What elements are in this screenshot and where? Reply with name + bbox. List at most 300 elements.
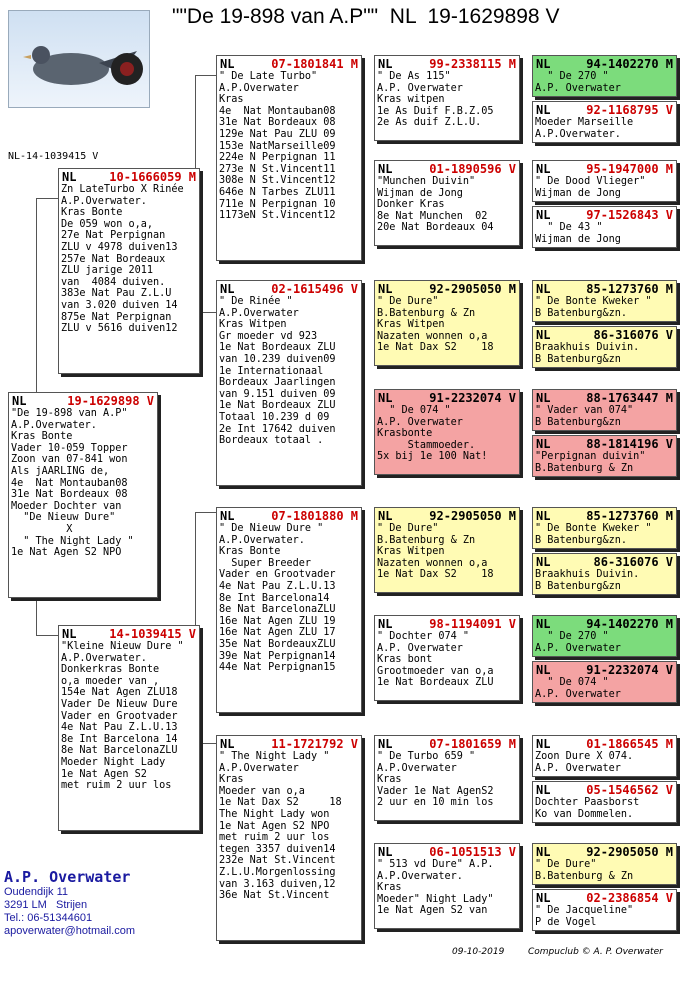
card-line: Wijman de Jong (535, 187, 621, 199)
card-line: Bordeaux Jaarlingen (219, 377, 336, 389)
card-line: B.Batenburg & Zn (377, 534, 476, 546)
card-line: Braakhuis Duivin. (535, 569, 640, 580)
card-line: A.P.Overwater. (219, 534, 305, 546)
pedigree-card (532, 843, 677, 885)
pedigree-card (216, 55, 362, 261)
card-line: " The Night Lady " (219, 751, 330, 762)
ring-number: 92-2905050 M (429, 282, 516, 296)
country-code: NL (378, 391, 393, 405)
pedigree-card (532, 280, 677, 322)
country-code: NL (536, 663, 551, 677)
card-line: B Batenburg&zn. (535, 307, 628, 319)
card-line: 31e Nat Bordeaux 08 (219, 117, 336, 129)
country-code: NL (220, 509, 235, 523)
pedigree-card (216, 507, 362, 713)
card-line: B.Batenburg & Zn (377, 307, 476, 319)
ring-number: 85-1273760 M (586, 509, 673, 523)
card-line: A.P.Overwater. (377, 870, 463, 882)
pedigree-card (8, 392, 158, 598)
pedigree-card (216, 735, 362, 941)
pedigree-card (532, 735, 677, 777)
ring-number: 91-2232074 V (586, 663, 673, 677)
card-line: met ruim 2 uur los (61, 780, 172, 792)
card-line: "Perpignan duivin" (535, 451, 646, 462)
card-line: Grootmoeder van o,a (377, 665, 494, 677)
ring-number: 95-1947000 M (586, 162, 673, 176)
card-line: " De 43 " (535, 222, 603, 233)
card-line: The Night Lady won (219, 808, 330, 820)
country-code: NL (220, 57, 235, 71)
card-line: 4e Nat Montauban08 (219, 105, 336, 117)
pigeon-icon (9, 11, 149, 107)
pedigree-card (532, 781, 677, 823)
card-line: 1e Nat Dax S2 18 (219, 797, 342, 809)
pedigree-card (532, 553, 677, 595)
pedigree-card (374, 280, 520, 366)
ring-header (533, 616, 676, 631)
ring-header (533, 554, 676, 569)
ring-number: 86-316076 V (593, 328, 673, 342)
card-line: B.Batenburg & Zn (535, 870, 634, 882)
card-line: van 4084 duiven. (61, 276, 166, 288)
ring-header (533, 782, 676, 797)
card-line: 4e Nat Pau Z.L.U.13 (219, 580, 336, 592)
country-code: NL (536, 208, 551, 222)
pedigree-card (532, 389, 677, 431)
card-line: Kras Witpen (219, 319, 287, 331)
card-line: Kras Witpen (377, 546, 445, 558)
pedigree-card (374, 615, 520, 701)
card-line: ZLU jarige 2011 (61, 265, 154, 277)
ring-header (533, 281, 676, 296)
ring-number: 98-1194091 V (429, 617, 516, 631)
card-line: " Vader van 074" (535, 405, 634, 416)
country-code: NL (536, 103, 551, 117)
pedigree-card (532, 507, 677, 549)
card-line: A.P.Overwater (219, 762, 299, 774)
card-line: A.P.Overwater (377, 762, 457, 774)
ring-header (59, 169, 199, 184)
card-line: 16e Nat Agen ZLU 17 (219, 627, 336, 639)
card-line: A.P. Overwater (377, 416, 463, 428)
ring-header (375, 161, 519, 176)
card-line: " De Late Turbo" (219, 71, 318, 82)
ring-header (217, 736, 361, 751)
ring-number: 94-1402270 M (586, 57, 673, 71)
pedigree-card (58, 168, 200, 374)
card-line: "Munchen Duivin" (377, 176, 476, 187)
card-line: " De Rinée " (219, 296, 293, 307)
footer-date: 09-10-2019 (452, 947, 505, 957)
card-line: A.P. Overwater (535, 688, 621, 700)
card-line: 1e Nat Dax S2 18 (377, 342, 494, 354)
card-line: Kras (219, 94, 244, 106)
card-line: van 3.163 duiven,12 (219, 878, 336, 890)
card-line: A.P.Overwater (219, 307, 299, 319)
country-code: NL (378, 845, 393, 859)
card-line: P de Vogel (535, 916, 597, 928)
card-line: 5x bij 1e 100 Nat! (377, 451, 488, 463)
country-code: NL (378, 282, 393, 296)
card-line: 2e As duif Z.L.U. (377, 117, 482, 129)
card-line: 711e N Perpignan 10 (219, 198, 336, 210)
card-line: o,a moeder van , (61, 675, 160, 687)
ring-number: 11-1721792 V (271, 737, 358, 751)
pedigree-card (532, 101, 677, 143)
owner-tel: Tel.: 06-51344601 (4, 912, 93, 924)
card-line: Nazaten wonnen o,a (377, 557, 488, 569)
card-line: "Kleine Nieuw Dure " (61, 641, 184, 652)
card-line: A.P. Overwater (377, 82, 463, 94)
ring-header (59, 626, 199, 641)
card-line: 308e N St.Vincent12 (219, 175, 336, 187)
card-line: 257e Nat Bordeaux (61, 253, 166, 265)
card-line: 39e Nat Perpignan14 (219, 650, 336, 662)
ring-number: 94-1402270 M (586, 617, 673, 631)
card-line: " 513 vd Dure" A.P. (377, 859, 494, 870)
card-line: 4e Nat Pau Z.L.U.13 (61, 722, 178, 734)
ring-number: 88-1763447 M (586, 391, 673, 405)
pedigree-card (532, 661, 677, 703)
card-line: 1e Nat Agen S2 (61, 768, 147, 780)
card-line: 1173eN St.Vincent12 (219, 210, 336, 222)
card-line: Donker Kras (377, 199, 445, 211)
card-line: 4e Nat Montauban08 (11, 477, 128, 489)
card-line: " De 074 " (377, 405, 451, 416)
ring-header (533, 161, 676, 176)
card-line: 1e Nat Dax S2 18 (377, 569, 494, 581)
connector (36, 600, 37, 601)
ring-number: 07-1801659 M (429, 737, 516, 751)
card-line: X (11, 523, 73, 535)
connector (36, 600, 59, 636)
card-line: met ruim 2 uur los (219, 832, 330, 844)
card-line: 154e Nat Agen ZLU18 (61, 687, 178, 699)
ring-header (533, 207, 676, 222)
card-line: " De Dood Vlieger" (535, 176, 646, 187)
card-line: 36e Nat St.Vincent (219, 890, 330, 902)
card-line: Gr moeder vd 923 (219, 330, 318, 342)
country-code: NL (536, 391, 551, 405)
card-line: 2 uur en 10 min los (377, 797, 494, 809)
card-line: 8e Nat Munchen 02 (377, 210, 488, 222)
card-line: " De 270 " (535, 71, 609, 82)
ring-number: 92-2905050 M (586, 845, 673, 859)
pedigree-card (374, 843, 520, 929)
ring-number: 86-316076 V (593, 555, 673, 569)
card-line: 35e Nat BordeauxZLU (219, 638, 336, 650)
country-code: NL (536, 57, 551, 71)
ring-header (533, 102, 676, 117)
card-line: A.P. Overwater (377, 642, 463, 654)
card-line: A.P. Overwater (535, 82, 621, 94)
ring-header (533, 436, 676, 451)
ring-header (375, 56, 519, 71)
owner-address: Oudendijk 11 (4, 886, 69, 898)
pedigree-card (374, 55, 520, 141)
card-line: 2e Int 17642 duiven (219, 423, 336, 435)
card-line: Ko van Dommelen. (535, 808, 634, 820)
ring-number: 06-1051513 V (429, 845, 516, 859)
card-line: A.P.Overwater (219, 82, 299, 94)
card-line: 1e Nat Agen S2 NPO (11, 547, 122, 559)
card-line: Dochter Paasborst (535, 797, 640, 808)
card-line: 153e NatMarseille09 (219, 140, 336, 152)
card-line: Totaal 10.239 d 09 (219, 411, 330, 423)
card-line: Moeder" Night Lady" (377, 893, 494, 905)
card-line: 224e N Perpignan 11 (219, 152, 336, 164)
card-line: Moeder Marseille (535, 117, 634, 128)
card-line: Kras Witpen (377, 319, 445, 331)
card-line: Krasbonte (377, 428, 433, 440)
ring-number: 07-1801841 M (271, 57, 358, 71)
card-line: 27e Nat Perpignan (61, 230, 166, 242)
ring-number: 91-2232074 V (429, 391, 516, 405)
ring-header (375, 736, 519, 751)
card-line: B Batenburg&zn. (535, 534, 628, 546)
card-line: " De Dure" (535, 859, 597, 870)
pedigree-card (374, 735, 520, 821)
pedigree-card (58, 625, 200, 831)
card-line: ZLU v 5616 duiven12 (61, 323, 178, 335)
card-line: Zoon van 07-841 won (11, 454, 128, 466)
ring-number: 92-2905050 M (429, 509, 516, 523)
card-line: 31e Nat Bordeaux 08 (11, 489, 128, 501)
ring-number: 99-2338115 M (429, 57, 516, 71)
card-line: Moeder Dochter van (11, 500, 122, 512)
card-line: 1e Nat Bordeaux ZLU (219, 400, 336, 412)
country-code: NL (62, 627, 77, 641)
pedigree-card (374, 160, 520, 246)
card-line: 129e Nat Pau ZLU 09 (219, 128, 336, 140)
ring-header (375, 616, 519, 631)
card-line: Wijman de Jong (377, 187, 463, 199)
card-line: B.Batenburg & Zn (535, 462, 634, 474)
ring-header (217, 56, 361, 71)
card-line: " De Bonte Kweker " (535, 296, 652, 307)
card-line: " De 270 " (535, 631, 609, 642)
country-code: NL (536, 891, 551, 905)
card-line: 1e Internationaal (219, 365, 324, 377)
card-line: Braakhuis Duivin. (535, 342, 640, 353)
card-line: 1e Nat Agen S2 NPO (219, 820, 330, 832)
ring-header (533, 56, 676, 71)
ring-number: 01-1890596 V (429, 162, 516, 176)
ring-header (9, 393, 157, 408)
ring-header (533, 508, 676, 523)
connector (36, 198, 59, 395)
card-line: Zoon Dure X 074. (535, 751, 634, 762)
ring-header (375, 390, 519, 405)
country-code: NL (536, 437, 551, 451)
ring-number: 02-1615496 V (271, 282, 358, 296)
card-line: " De Bonte Kweker " (535, 523, 652, 534)
card-line: Kras Bonte (11, 431, 73, 443)
card-line: Donkerkras Bonte (61, 664, 160, 676)
country-code: NL (220, 282, 235, 296)
ring-number: 19-1629898 V (67, 394, 154, 408)
card-line: B Batenburg&zn (535, 580, 621, 592)
card-line: 875e Nat Perpignan (61, 311, 172, 323)
owner-name: A.P. Overwater (4, 868, 131, 886)
country-code: NL (536, 282, 551, 296)
card-line: Als jAARLING de, (11, 465, 110, 477)
card-line: A.P.Overwater. (61, 195, 147, 207)
card-line: " Dochter 074 " (377, 631, 470, 642)
card-line: 232e Nat St.Vincent (219, 855, 336, 867)
card-line: Moeder van o,a (219, 785, 305, 797)
owner-block (4, 868, 135, 938)
country-code: NL (536, 162, 551, 176)
country-code: NL (378, 737, 393, 751)
card-line: De 059 won o,a, (61, 218, 154, 230)
ring-number: 92-1168795 V (586, 103, 673, 117)
ring-header (375, 508, 519, 523)
card-line: " The Night Lady " (11, 535, 134, 547)
card-line: Nazaten wonnen o,a (377, 330, 488, 342)
card-line: van 9.151 duiven 09 (219, 388, 336, 400)
card-line: Zn LateTurbo X Rinée (61, 184, 184, 195)
card-line: Kras Bonte (61, 207, 123, 219)
card-line: 8e Int Barcelona14 (219, 592, 330, 604)
ring-header (217, 508, 361, 523)
ring-number: 85-1273760 M (586, 282, 673, 296)
ring-header (533, 662, 676, 677)
country-code: NL (378, 509, 393, 523)
pedigree-card (532, 889, 677, 931)
card-line: Vader De Nieuw Dure (61, 698, 178, 710)
country-code: NL (536, 783, 551, 797)
country-code: NL (536, 509, 551, 523)
card-line: " De Dure" (377, 296, 439, 307)
country-code: NL (12, 394, 27, 408)
pedigree-card (216, 280, 362, 486)
card-line: Kras bont (377, 654, 433, 666)
ring-header (375, 844, 519, 859)
pedigree-card (532, 435, 677, 477)
card-line: A.P.Overwater. (535, 128, 621, 140)
card-line: Wijman de Jong (535, 233, 621, 245)
pedigree-card (532, 615, 677, 657)
card-line: Vader en Grootvader (61, 710, 178, 722)
card-line: 646e N Tarbes ZLU11 (219, 186, 336, 198)
owner-email[interactable]: apoverwater@hotmail.com (4, 925, 135, 937)
card-line: 8e Int Barcelona 14 (61, 733, 178, 745)
pedigree-card (532, 160, 677, 202)
owner-city: 3291 LM Strijen (4, 899, 88, 911)
pedigree-card (374, 389, 520, 475)
card-line: 1e Nat Agen S2 van (377, 905, 488, 917)
card-line: Moeder Night Lady (61, 756, 166, 768)
pedigree-card (532, 206, 677, 248)
card-line: A.P. Overwater (535, 642, 621, 654)
card-line: " De 074 " (535, 677, 609, 688)
card-line: 273e N St.Vincent11 (219, 163, 336, 175)
card-line: 44e Nat Perpignan15 (219, 662, 336, 674)
ring-number: 10-1666059 M (109, 170, 196, 184)
card-line: Z.L.U.Morgenlossing (219, 866, 336, 878)
card-line: Vader 1e Nat AgenS2 (377, 785, 494, 797)
card-line: "De 19-898 van A.P" (11, 408, 128, 419)
card-line: Stammoeder. (377, 439, 476, 451)
card-line: 16e Nat Agen ZLU 19 (219, 615, 336, 627)
ring-header (217, 281, 361, 296)
card-line: 20e Nat Bordeaux 04 (377, 222, 494, 234)
ring-header (533, 736, 676, 751)
ring-number: 88-1814196 V (586, 437, 673, 451)
card-line: Vader 10-059 Topper (11, 442, 128, 454)
page-title: ""De 19-898 van A.P"" NL 19-1629898 V (172, 5, 560, 28)
card-line: 8e Nat BarcelonaZLU (219, 604, 336, 616)
card-line: Kras (219, 774, 244, 786)
country-code: NL (536, 555, 551, 569)
card-line: 1e As Duif F.B.Z.05 (377, 105, 494, 117)
pedigree-card (374, 507, 520, 593)
father-ring-label: NL-14-1039415 V (8, 151, 99, 162)
card-line: tegen 3357 duiven14 (219, 843, 336, 855)
card-line: Kras witpen (377, 94, 445, 106)
club-logo (8, 10, 150, 108)
pedigree-card (532, 326, 677, 368)
footer-brand: Compuclub © A. P. Overwater (528, 947, 663, 957)
card-line: Kras Bonte (219, 546, 281, 558)
ring-number: 02-2386854 V (586, 891, 673, 905)
ring-number: 01-1866545 M (586, 737, 673, 751)
card-line: van 3.020 duiven 14 (61, 299, 178, 311)
card-line: B Batenburg&zn (535, 353, 621, 365)
card-line: A.P. Overwater (535, 762, 621, 774)
card-line: " De Jacqueline" (535, 905, 634, 916)
card-line: B Batenburg&zn (535, 416, 621, 428)
country-code: NL (220, 737, 235, 751)
card-line: 8e Nat BarcelonaZLU (61, 745, 178, 757)
ring-number: 07-1801880 M (271, 509, 358, 523)
card-line: " De Nieuw Dure " (219, 523, 324, 534)
card-line: Kras (377, 774, 402, 786)
country-code: NL (62, 170, 77, 184)
ring-number: 05-1546562 V (586, 783, 673, 797)
card-line: Bordeaux totaal . (219, 435, 324, 447)
ring-header (533, 844, 676, 859)
ring-header (533, 890, 676, 905)
card-line: A.P.Overwater. (61, 652, 147, 664)
card-line: 383e Nat Pau Z.L.U (61, 288, 172, 300)
ring-header (375, 281, 519, 296)
country-code: NL (536, 328, 551, 342)
ring-number: 97-1526843 V (586, 208, 673, 222)
ring-header (533, 327, 676, 342)
country-code: NL (536, 845, 551, 859)
card-line: " De As 115" (377, 71, 451, 82)
card-line: Super Breeder (219, 557, 312, 569)
country-code: NL (378, 162, 393, 176)
ring-header (533, 390, 676, 405)
country-code: NL (536, 617, 551, 631)
ring-number: 14-1039415 V (109, 627, 196, 641)
card-line: 1e Nat Bordeaux ZLU (219, 342, 336, 354)
card-line: " De Dure" (377, 523, 439, 534)
card-line: " De Turbo 659 " (377, 751, 476, 762)
card-line: A.P.Overwater. (11, 419, 97, 431)
card-line: ZLU v 4978 duiven13 (61, 241, 178, 253)
card-line: van 10.239 duiven09 (219, 353, 336, 365)
card-line: Kras (377, 882, 402, 894)
card-line: 1e Nat Bordeaux ZLU (377, 677, 494, 689)
pedigree-card (532, 55, 677, 97)
card-line: Vader en Grootvader (219, 569, 336, 581)
country-code: NL (378, 57, 393, 71)
country-code: NL (536, 737, 551, 751)
